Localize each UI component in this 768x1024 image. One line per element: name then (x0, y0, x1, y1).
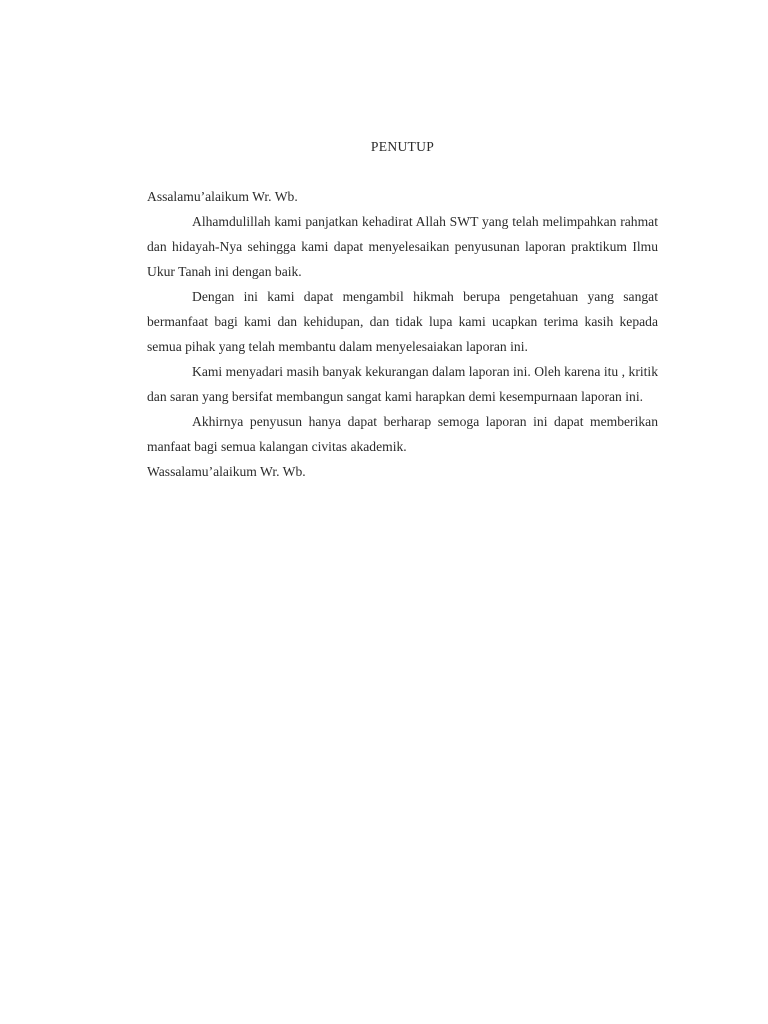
greeting-line: Assalamu’alaikum Wr. Wb. (147, 189, 298, 204)
paragraph-thanks: Dengan ini kami dapat mengambil hikmah berupa pengetahuan yang sangat bermanfaat bagi kami dan kehidupan, dan tidak lupa kami ucapkan terima kasih kepada semua pihak yang telah membantu dalam menyelesaiakan laporan ini. (147, 289, 658, 354)
page-title: PENUTUP (370, 139, 435, 154)
closing-line: Wassalamu’alaikum Wr. Wb. (147, 464, 306, 479)
paragraph-feedback: Kami menyadari masih banyak kekurangan dalam laporan ini. Oleh karena itu , kritik dan saran yang bersifat membangun sangat kami harapkan demi kesempurnaan laporan ini. (147, 364, 658, 404)
paragraph-gratitude: Alhamdulillah kami panjatkan kehadirat Allah SWT yang telah melimpahkan rahmat dan hidayah-Nya sehingga kami dapat menyelesaikan penyusunan laporan praktikum Ilmu Ukur Tanah ini dengan baik. (147, 214, 658, 279)
document-content (147, 134, 658, 484)
paragraph-hope: Akhirnya penyusun hanya dapat berharap semoga laporan ini dapat memberikan manfaat bagi semua kalangan civitas akademik. (147, 414, 658, 454)
